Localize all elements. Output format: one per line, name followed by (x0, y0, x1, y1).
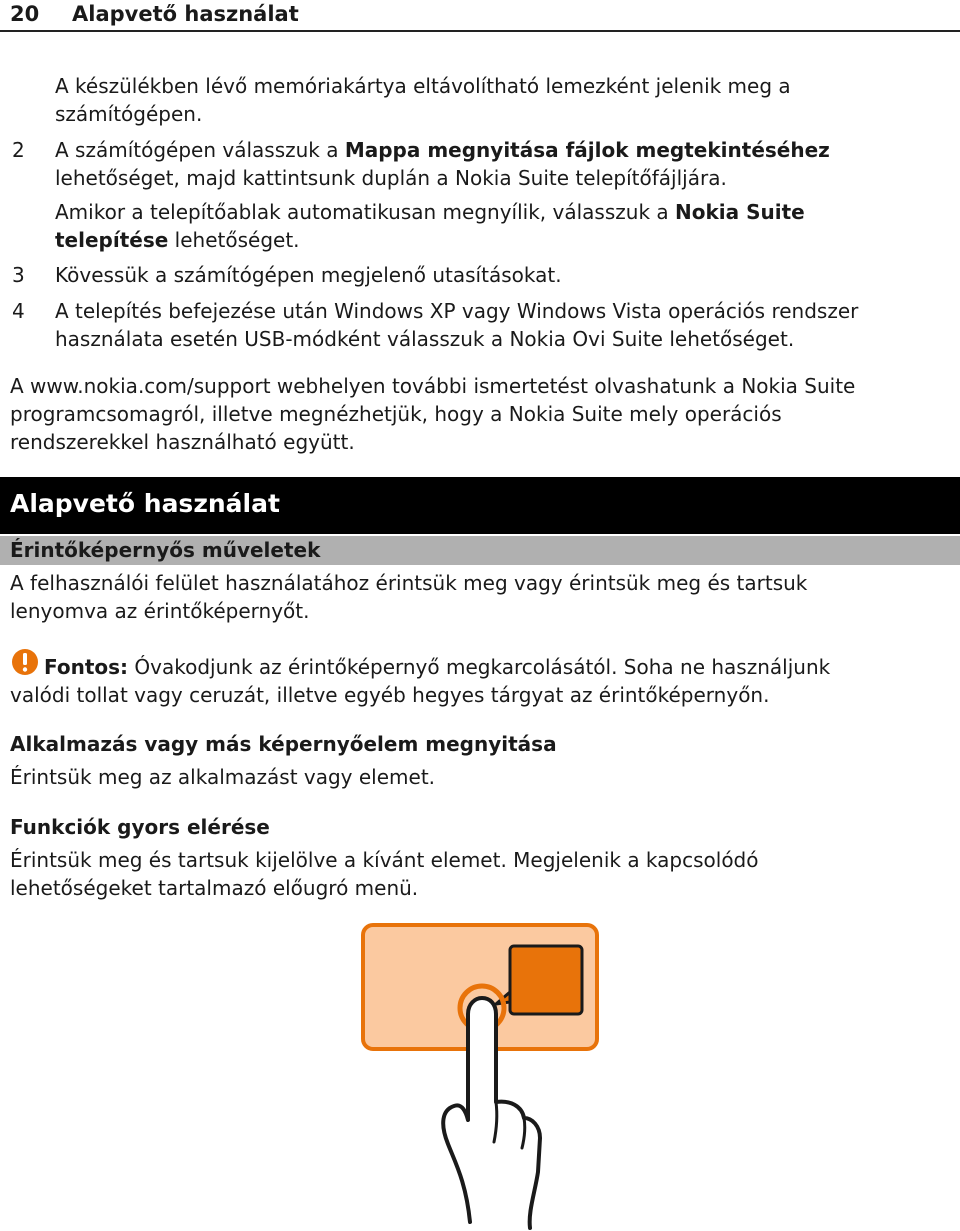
section-header-bar (0, 477, 960, 534)
step-2: A számítógépen válasszuk a Mappa megnyitása fájlok megtekintéséhez lehetőséget, majd kattintsunk duplán a Nokia Suite telepítőfájljára. (55, 138, 830, 190)
page-number: 20 (10, 2, 40, 26)
card-note: A készülékben lévő memóriakártya eltávolítható lemezként jelenik meg a számítógépen. (55, 74, 791, 126)
step-number-3: 3 (12, 263, 25, 287)
open-item-heading: Alkalmazás vagy más képernyőelem megnyitása (10, 732, 557, 756)
open-item-text: Érintsük meg az alkalmazást vagy elemet. (10, 765, 436, 789)
subsection-header-bar (0, 536, 960, 565)
step-number-2: 2 (12, 138, 25, 162)
support-paragraph: A www.nokia.com/support webhelyen további ismertetést olvashatunk a Nokia Suite programcsomagról, illetve megnézhetjük, hogy a Nokia Suite mely operációs rendszerekkel használható együtt. (10, 374, 856, 454)
step-3: Kövessük a számítógépen megjelenő utasításokat. (55, 263, 562, 287)
step-number-4: 4 (12, 299, 25, 323)
page-header (0, 0, 960, 32)
step-4: A telepítés befejezése után Windows XP vagy Windows Vista operációs rendszer használata esetén USB-módként válasszuk a Nokia Ovi Suite lehetőséget. (55, 299, 859, 351)
warning-label: Fontos: (44, 655, 129, 679)
touch-intro: A felhasználói felület használatához érintsük meg vagy érintsük meg és tartsuk lenyomva az érintőképernyőt. (10, 571, 808, 623)
quick-access-text: Érintsük meg és tartsuk kijelölve a kívánt elemet. Megjelenik a kapcsolódó lehetőségeket tartalmazó előugró menü. (10, 848, 759, 900)
touch-hold-illustration (360, 922, 600, 1231)
quick-access-heading: Funkciók gyors elérése (10, 815, 270, 839)
section-title: Alapvető használat (10, 489, 280, 518)
running-title: Alapvető használat (72, 2, 299, 26)
warning-paragraph: Fontos: Óvakodjunk az érintőképernyő megkarcolásától. Soha ne használjunk valódi tollat vagy ceruzát, illetve egyéb hegyes tárgyat az érintőképernyőn. (10, 655, 831, 707)
step-2-followup: Amikor a telepítőablak automatikusan megnyílik, válasszuk a Nokia Suite telepítése lehetőséget. (55, 200, 805, 252)
popup-menu-shape (510, 946, 582, 1014)
subsection-title: Érintőképernyős műveletek (10, 538, 321, 562)
